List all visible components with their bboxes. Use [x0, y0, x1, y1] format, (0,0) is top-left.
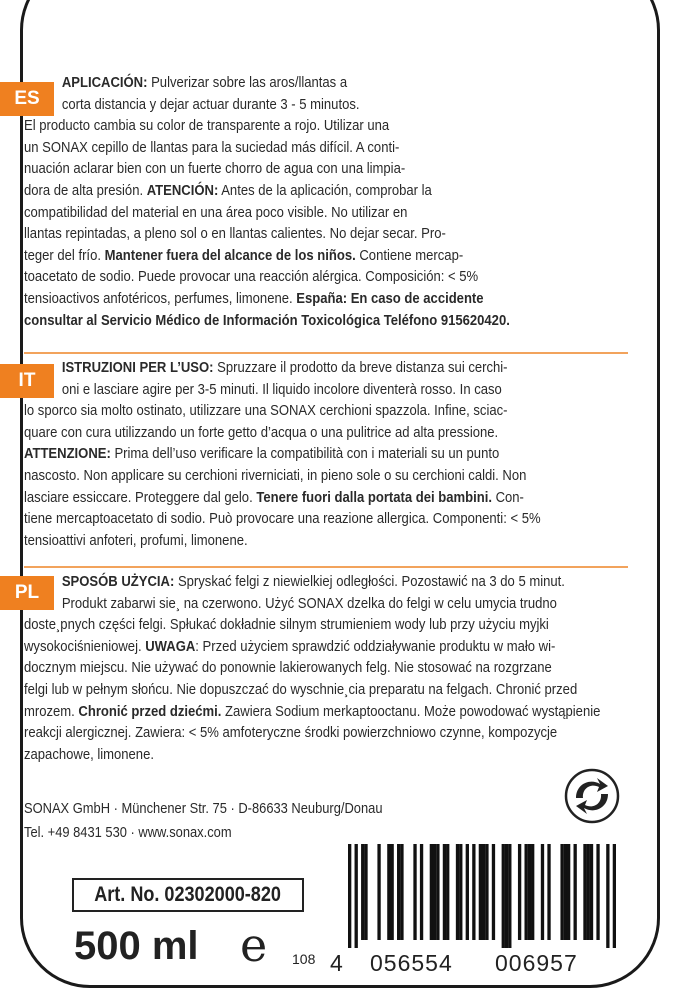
divider-es-it	[24, 352, 628, 354]
text-run: Spryskać felgi z niewielkiej odległości. Pozostawić na 3 do 5 minut.	[174, 573, 565, 590]
text-line	[24, 400, 626, 422]
barcode-bar	[518, 844, 521, 940]
text-line	[24, 72, 626, 94]
barcode-bar	[560, 844, 563, 940]
text-run: nuación aclarar bien con un fuerte chorro de agua con una limpia-	[24, 160, 406, 178]
bold-text: ISTRUZIONI PER L’USO:	[61, 359, 214, 376]
text-run: dora de alta presión.	[24, 181, 147, 199]
text-line	[24, 701, 626, 723]
text-line	[24, 202, 626, 224]
article-number-box	[72, 878, 304, 912]
text-run: tensioattivi anfoteri, profumi, limonene.	[24, 531, 248, 549]
text-run: El producto cambia su color de transparente a rojo. Utilizar una	[24, 117, 390, 135]
barcode-bar	[590, 844, 593, 940]
text-run: tensioactivos anfotéricos, perfumes, limonene.	[24, 289, 297, 307]
text-line	[24, 357, 626, 379]
bold-text: Tenere fuori dalla portata dei bambini.	[256, 488, 492, 506]
barcode-bar	[482, 844, 485, 940]
text-line	[24, 288, 626, 310]
text-run: corta distancia y dejar actuar durante 3 - 5 minutos.	[61, 95, 360, 113]
text-line	[24, 266, 626, 288]
barcode-bar	[485, 844, 488, 940]
text-line	[24, 310, 626, 332]
barcode-bar	[443, 844, 446, 940]
badge-pl: PL	[0, 576, 54, 610]
bold-text: España: En caso de accidente	[296, 289, 484, 307]
text-line	[24, 158, 626, 180]
text-run: mrozem.	[24, 702, 79, 720]
text-line	[24, 508, 626, 530]
barcode-bar	[541, 844, 544, 940]
text-line	[24, 443, 626, 465]
barcode-bar	[348, 844, 351, 948]
text-run: Zawiera Sodium merkaptooctanu. Może powodować wystąpienie	[221, 702, 601, 720]
text-line	[24, 223, 626, 245]
text-run: Pulverizar sobre las aros/llantas a	[147, 74, 348, 91]
barcode-bar	[466, 844, 469, 940]
bold-text: UWAGA	[145, 637, 196, 655]
text-run: zapachowe, limonene.	[24, 745, 154, 763]
text-run: un SONAX cepillo de llantas para la suciedad más difícil. A conti-	[24, 138, 400, 156]
text-run: lasciare essiccare. Proteggere dal gelo.	[24, 488, 257, 506]
barcode-bar	[390, 844, 393, 940]
manufacturer-info	[24, 797, 383, 845]
barcode-bar	[413, 844, 416, 940]
text-line	[24, 636, 626, 658]
barcode-bar	[574, 844, 577, 940]
barcode-bar	[433, 844, 436, 940]
barcode-bar	[459, 844, 462, 940]
text-line	[24, 593, 626, 615]
bold-text: Mantener fuera del alcance de los niños.	[104, 246, 356, 264]
text-run: Spruzzare il prodotto da breve distanza sui cerchi-	[213, 359, 508, 376]
barcode-bar	[596, 844, 599, 940]
barcode-bar	[479, 844, 482, 940]
barcode-right-group: 006957	[495, 950, 578, 976]
barcode-bar	[547, 844, 550, 940]
barcode-bar	[587, 844, 590, 940]
text-run: teger del frío.	[24, 246, 105, 264]
text-run: Contiene mercap-	[355, 246, 464, 264]
barcode-bar	[492, 844, 495, 940]
barcode-bar	[508, 844, 511, 948]
barcode-bar	[430, 844, 433, 940]
barcode-bar	[420, 844, 423, 940]
barcode-bar	[364, 844, 367, 940]
text-line	[24, 571, 626, 593]
section-pl	[24, 571, 626, 765]
bold-text: SPOSÓB UŻYCIA:	[61, 573, 175, 590]
bold-text: consultar al Servicio Médico de Información Toxicológica Teléfono 915620420.	[24, 311, 510, 329]
manufacturer-contact: Tel. +49 8431 530 · www.sonax.com	[24, 824, 232, 841]
bold-text: APLICACIÓN:	[61, 74, 148, 91]
text-line	[24, 422, 626, 444]
barcode-bar	[361, 844, 364, 940]
manufacturer-address: SONAX GmbH · Münchener Str. 75 · D-86633 Neuburg/Donau	[24, 800, 383, 817]
text-line	[24, 115, 626, 137]
text-run: Con-	[491, 488, 524, 506]
text-line	[24, 530, 626, 552]
barcode-bar	[531, 844, 534, 940]
barcode-bar	[567, 844, 570, 940]
text-run: quare con cura utilizzando un forte getto d’acqua o una pulitrice ad alta pressione.	[24, 423, 499, 441]
text-run: Antes de la aplicación, comprobar la	[218, 181, 432, 199]
text-run: toacetato de sodio. Puede provocar una reacción alérgica. Composición: < 5%	[24, 268, 479, 286]
barcode-first-digit: 4	[330, 950, 344, 976]
barcode-bar	[505, 844, 508, 948]
barcode-bar	[446, 844, 449, 940]
badge-es: ES	[0, 82, 54, 116]
text-run: Produkt zabarwi sie¸ na czerwono. Użyć SONAX dzelka do felgi w celu umycia trudno	[61, 594, 557, 612]
barcode-bar	[524, 844, 527, 940]
text-run: nascosto. Non applicare su cerchioni riverniciati, in pieno sole o su cerchioni caldi. Non	[24, 466, 527, 484]
text-run: felgi lub w pełnym słońcu. Nie dopuszczać do wyschnie¸cia preparatu na felgach. Chronić przed	[24, 680, 578, 698]
text-line	[24, 465, 626, 487]
text-run: compatibilidad del material en una área poco visible. No utilizar en	[24, 203, 408, 221]
barcode-bar	[397, 844, 400, 940]
badge-it: IT	[0, 364, 54, 398]
text-line	[24, 657, 626, 679]
text-line	[24, 744, 626, 766]
bold-text: Chronić przed dziećmi.	[78, 702, 222, 720]
barcode-bar	[355, 844, 358, 948]
text-line	[24, 679, 626, 701]
text-run: oni e lasciare agire per 3-5 minuti. Il liquido incolore diventerà rosso. In caso	[61, 380, 502, 398]
text-run: Prima dell’uso verificare la compatibilità con i materiali su un punto	[110, 445, 500, 463]
text-line	[24, 94, 626, 116]
barcode-bar	[502, 844, 505, 948]
text-line	[24, 137, 626, 159]
text-line	[24, 614, 626, 636]
text-line	[24, 180, 626, 202]
text-line	[24, 722, 626, 744]
barcode-bar	[606, 844, 609, 948]
section-it	[24, 357, 626, 551]
section-es	[24, 72, 626, 331]
barcode-bar	[528, 844, 531, 940]
text-run: lo sporco sia molto ostinato, utilizzare una SONAX cerchioni spazzola. Infine, sciac-	[24, 402, 508, 420]
text-run: docznym miejscu. Nie używać do ponownie lakierowanych felg. Nie stosować na rozgrzane	[24, 659, 552, 677]
divider-it-pl	[24, 566, 628, 568]
estimated-sign-icon: e	[240, 918, 268, 972]
barcode-bar	[472, 844, 475, 940]
recycle-icon	[564, 768, 620, 824]
barcode-bar	[436, 844, 439, 940]
bold-text: ATENCIÓN:	[146, 181, 219, 199]
barcode-bar	[564, 844, 567, 940]
text-run: wysokociśnieniowej.	[24, 637, 146, 655]
volume-label: 500 ml	[74, 924, 199, 968]
text-line	[24, 245, 626, 267]
barcode-bar	[583, 844, 586, 940]
text-run: llantas repintadas, a pleno sol o en llantas calientes. No dejar secar. Pro-	[24, 225, 446, 243]
text-run: tiene mercaptoacetato di sodio. Può provocare una reazione allergica. Componenti: < 5%	[24, 510, 541, 528]
bold-text: ATTENZIONE:	[24, 445, 111, 463]
lot-code: 108	[292, 951, 316, 967]
barcode-bar	[377, 844, 380, 940]
text-run: : Przed użyciem sprawdzić oddziaływanie produktu w mało wi-	[195, 637, 556, 655]
barcode-bar	[456, 844, 459, 940]
text-run: reakcji alergicznej. Zawiera: < 5% amfoteryczne środki powierzchniowo czynne, kompozycje	[24, 724, 558, 742]
barcode-bar	[387, 844, 390, 940]
text-line	[24, 379, 626, 401]
barcode-left-group: 056554	[370, 950, 453, 976]
text-line	[24, 487, 626, 509]
barcode-icon	[348, 844, 616, 948]
barcode-bar	[400, 844, 403, 940]
barcode-bar	[613, 844, 616, 948]
article-number: Art. No. 02302000-820	[94, 883, 282, 906]
text-run: doste¸pnych części felgi. Spłukać dokładnie silnym strumieniem wody lub przy użyciu myjki	[24, 616, 549, 634]
